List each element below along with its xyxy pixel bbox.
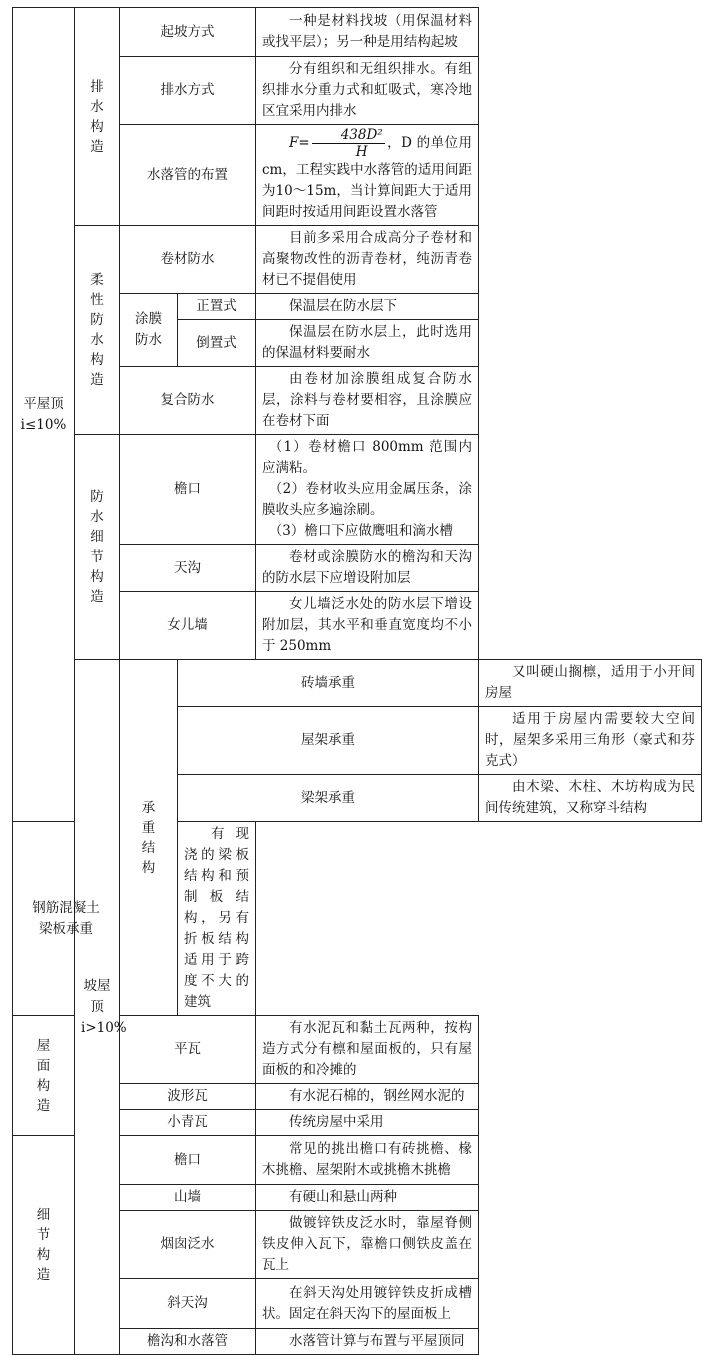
roof-construction-table [12,7,702,1355]
row-name: 檐口 [120,1136,256,1185]
drainage-construction-label: 排水构造 [90,78,104,155]
row-name-line2: 梁板承重 [39,920,93,937]
list-item: （1）卷材檐口 800mm 范围内应满粘。 [262,439,472,476]
row-name: 起坡方式 [120,8,256,57]
row-desc: 做镀锌铁皮泛水时，靠屋脊侧铁皮伸入瓦下，靠檐口侧铁皮盖在瓦上 [256,1211,479,1279]
row-desc: 目前多采用合成高分子卷材和高聚物改性的沥青卷材，纯沥青卷材已不提倡使用 [256,226,479,294]
row-desc: 由木梁、木柱、木坊构成为民间传统建筑，又称穿斗结构 [479,775,702,822]
row-desc: 有硬山和悬山两种 [256,1185,479,1211]
row-name: 水落管的布置 [120,125,256,226]
detail-construction-cell [75,435,120,660]
row-name: 天沟 [120,545,256,592]
row-name: 正置式 [178,294,256,320]
row-desc: 适用于房屋内需要较大空间时，屋架多采用三角形（豪式和芬克式） [479,707,702,775]
row-desc: 在斜天沟处用镀锌铁皮折成槽状。固定在斜天沟下的屋面板上 [256,1279,479,1329]
row-name: 波形瓦 [120,1084,256,1110]
coating-waterproof-cell [120,294,178,367]
row-desc: 又叫硬山搁檩，适用于小开间房屋 [479,660,702,707]
row-name-line1: 钢筋混凝土 [32,899,100,916]
drainage-construction-cell [75,8,120,226]
row-name: 倒置式 [178,320,256,367]
sloped-detail-cell [13,1136,75,1355]
row-desc: 传统房屋中采用 [256,1110,479,1136]
formula-lhs: F= [289,135,310,151]
row-desc: 由卷材加涂膜组成复合防水层，涂料与卷材要相容，且涂膜应在卷材下面 [256,367,479,435]
sloped-detail-label: 细节构造 [36,1207,51,1283]
sloped-roof-slope: i>10% [81,1019,127,1036]
list-item: （3）檐口下应做鹰咀和滴水槽 [268,523,453,539]
flexible-waterproof-label: 柔性防水构造 [90,272,104,388]
table-row [13,226,702,294]
row-name: 檐沟和水落管 [120,1329,256,1355]
roofing-construction-label: 屋面构造 [36,1037,51,1114]
coating-label-line2: 防水 [135,332,162,348]
row-name: 小青瓦 [120,1110,256,1136]
row-desc: 常见的挑出檐口有砖挑檐、椽木挑檐、屋架附木或挑檐木挑檐 [256,1136,479,1185]
table-row [13,435,702,545]
row-name: 山墙 [120,1185,256,1211]
row-desc: 分有组织和无组织排水。有组织排水分重力式和虹吸式，寒冷地区宜采用内排水 [256,57,479,125]
list-item: （2）卷材收头应用金属压条，涂膜收头应多遍涂刷。 [262,481,472,518]
row-desc: 有水泥瓦和黏土瓦两种，按构造方式分有檩和屋面板的，只有屋面板的和冷摊的 [256,1016,479,1084]
flat-roof-title: 平屋顶 [23,395,64,412]
load-structure-cell [120,660,178,1016]
row-name: 女儿墙 [120,592,256,660]
coating-label-line1: 涂膜 [135,311,162,327]
row-name: 砖墙承重 [178,660,479,707]
row-desc: 女儿墙泛水处的防水层下增设附加层，其水平和垂直宽度均不小于 250mm [256,592,479,660]
flat-roof-cell [13,8,75,822]
table-row [13,660,702,707]
flat-roof-slope: i≤10% [20,416,67,433]
row-name: 梁架承重 [178,775,479,822]
formula-denominator: H [355,144,368,160]
row-name: 屋架承重 [178,707,479,775]
downpipe-desc [256,125,479,226]
downpipe-desc-text: ，D 的单位用 cm，工程实践中水落管的适用间距为10～15m，当计算间距大于适用间距时按适用间距设置水落管 [262,135,472,220]
row-name: 烟囱泛水 [120,1211,256,1279]
table-row [13,8,702,57]
row-name: 排水方式 [120,57,256,125]
formula-numerator: 438D² [312,127,385,144]
row-name: 檐口 [120,435,256,545]
load-structure-label: 承重结构 [141,799,156,876]
row-name: 平瓦 [120,1016,256,1084]
row-name: 复合防水 [120,367,256,435]
sloped-roof-title: 坡屋顶 [83,977,111,1015]
detail-construction-label: 防水细节构造 [90,489,104,605]
formula-fraction [312,127,385,160]
row-desc: 有水泥石棉的，钢丝网水泥的 [256,1084,479,1110]
row-desc: 水落管计算与布置与平屋顶同 [256,1329,479,1355]
flexible-waterproof-cell [75,226,120,435]
eave-items [256,435,479,545]
row-desc: 一种是材料找坡（用保温材料或找平层）；另一种是用结构起坡 [256,8,479,57]
row-desc: 保温层在防水层上，此时选用的保温材料要耐水 [256,320,479,367]
row-desc: 卷材或涂膜防水的檐沟和天沟的防水层下应增设附加层 [256,545,479,592]
roofing-construction-cell [13,1016,75,1136]
row-name: 斜天沟 [120,1279,256,1329]
row-desc: 有现浇的梁板结构和预制板结构，另有折板结构适用于跨度不大的建筑 [178,822,256,1016]
row-desc: 保温层在防水层下 [256,294,479,320]
table-row [13,822,702,1016]
row-name: 卷材防水 [120,226,256,294]
